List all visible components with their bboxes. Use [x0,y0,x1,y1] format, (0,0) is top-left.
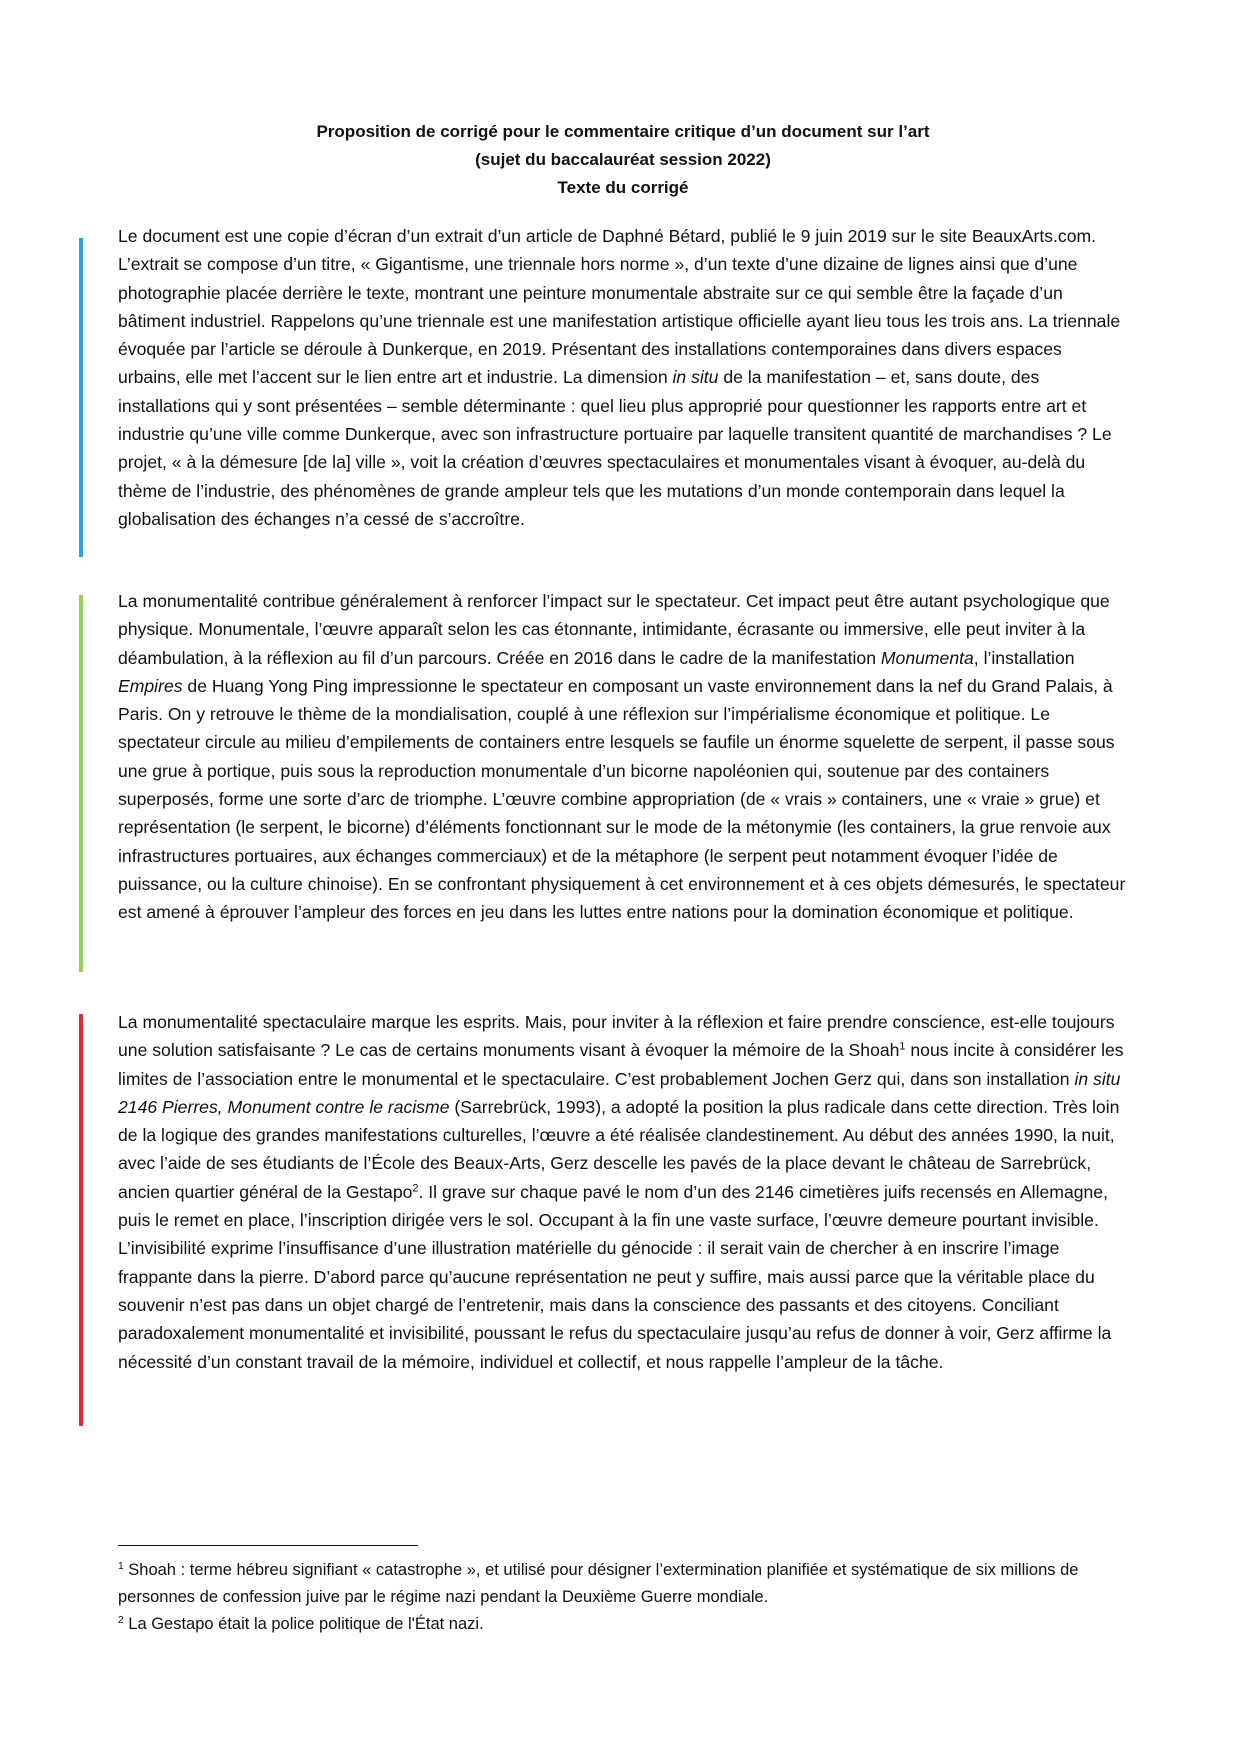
paragraph-2-text-c: de Huang Yong Ping impressionne le spectateur en composant un vaste environnement dans la nef du Grand Palais, à Paris. On y retrouve le thème de la mondialisation, couplé à une réflexion sur l’impérialisme économique et politique. Le spectateur circule au milieu d’empilements de containers entre lesquels se faufile un énorme squelette de serpent, il passe sous une grue à portique, puis sous la reproduction monumentale d’un bicorne napoléonien qui, soutenue par des containers superposés, forme une sorte d’arc de triomphe. L’œuvre combine appropriation (de « vrais » containers, une « vraie » grue) et représentation (le serpent, le bicorne) d’éléments fonctionnant sur le mode de la métonymie (les containers, la grue renvoie aux infrastructures portuaires, aux échanges commerciaux) et de la métaphore (le serpent peut notamment évoquer l’idée de puissance, ou la culture chinoise). En se confrontant physiquement à cet environnement et à ces objets démesurés, le spectateur est amené à éprouver l’ampleur des forces en jeu dans les luttes entre nations pour la domination économique et politique. [118,675,1126,923]
paragraph-3-text-c: (Sarrebrück, 1993), a adopté la position la plus radicale dans cette direction. Très loin de la logique des grandes manifestations culturelles, l’œuvre a été réalisée clandestinement. Au début des années 1990, la nuit, avec l’aide de ses étudiants de l’École des Beaux-Arts, Gerz descelle les pavés de la place devant le château de Sarrebrück, ancien quartier général de la Gestapo [118,1096,1120,1202]
document-title: Proposition de corrigé pour le commentaire critique d’un document sur l’art [316,122,930,141]
paragraph-2-text-a: La monumentalité contribue généralement à renforcer l’impact sur le spectateur. Cet impact peut être autant psychologique que physique. Monumentale, l’œuvre apparaît selon les cas étonnante, intimidante, écrasante ou immersive, elle peut inviter à la déambulation, à la réflexion au fil d’un parcours. Créée en 2016 dans le cadre de la manifestation [118,591,1110,668]
footnote-2-number: 2 [118,1614,124,1626]
footnote-2-text: La Gestapo était la police politique de l'État nazi. [123,1615,484,1633]
document-header [118,118,1128,202]
footnotes [118,1557,1128,1638]
paragraph-1 [118,222,1128,533]
paragraph-2-text-b: , l’installation [973,647,1075,668]
paragraph-1-text-a: Le document est une copie d’écran d’un extrait d’un article de Daphné Bétard, publié le 9 juin 2019 sur le site BeauxArts.com. L’extrait se compose d’un titre, « Gigantisme, une triennale hors norme », d’un texte d’une dizaine de lignes ainsi que d’une photographie placée derrière le texte, montrant une peinture monumentale abstraite sur ce qui semble être la façade d’un bâtiment industriel. Rappelons qu’une triennale est une manifestation artistique officielle ayant lieu tous les trois ans. La triennale évoquée par l’article se déroule à Dunkerque, en 2019. Présentant des installations contemporaines dans divers espaces urbains, elle met l’accent sur le lien entre art et industrie. La dimension [118,226,1121,388]
footnote-ref-2[interactable]: 2 [412,1182,419,1195]
footnote-1 [118,1557,1128,1611]
document-section-title: Texte du corrigé [557,178,689,197]
footnote-separator [118,1545,418,1546]
paragraph-3-text-a: La monumentalité spectaculaire marque les esprits. Mais, pour inviter à la réflexion et faire prendre conscience, est-elle toujours une solution satisfaisante ? Le cas de certains monuments visant à évoquer la mémoire de la Shoah [118,1012,1115,1061]
paragraph-1-color-bar [79,238,83,557]
footnote-ref-1[interactable]: 1 [899,1040,906,1053]
paragraph-1-text-b: de la manifestation – et, sans doute, des installations qui y sont présentées – semble déterminante : quel lieu plus approprié pour questionner les rapports entre art et industrie qu’une ville comme Dunkerque, avec son infrastructure portuaire par laquelle transitent quantité de marchandises ? Le projet, « à la démesure [de la] ville », voit la création d’œuvres spectaculaires et monumentales visant à évoquer, au-delà du thème de l’industrie, des phénomènes de grande ampleur tels que les mutations d’un monde contemporain dans lequel la globalisation des échanges n’a cessé de s’accroître. [118,367,1112,529]
paragraph-2-italic-empires: Empires [118,675,183,696]
paragraph-3 [118,1008,1128,1376]
footnote-2 [118,1611,1128,1638]
paragraph-3-text-d: . Il grave sur chaque pavé le nom d’un des 2146 cimetières juifs recensés en Allemagne, puis le remet en place, l’inscription dirigée vers le sol. Occupant à la fin une vaste surface, l’œuvre demeure pourtant invisible. L’invisibilité exprime l’insuffisance d’une illustration matérielle du génocide : il serait vain de chercher à en inscrire l’image frappante dans la pierre. D’abord parce qu’aucune représentation ne peut y suffire, mais aussi parce que la véritable place du souvenir n’est pas dans un objet chargé de l’entretenir, mais dans la conscience des passants et des citoyens. Conciliant paradoxalement monumentalité et invisibilité, poussant le refus du spectaculaire jusqu’au refus de donner à voir, Gerz affirme la nécessité d’un constant travail de la mémoire, individuel et collectif, et nous rappelle l’ampleur de la tâche. [118,1181,1112,1372]
paragraph-3-text-b: nous incite à considérer les limites de l’association entre le monumental et le spectaculaire. C’est probablement Jochen Gerz qui, dans son installation [118,1040,1124,1089]
paragraph-2 [118,587,1128,927]
paragraph-3-italic-artwork-title: in situ 2146 Pierres, Monument contre le racisme [118,1068,1121,1117]
footnote-1-number: 1 [118,1560,124,1572]
document-subtitle: (sujet du baccalauréat session 2022) [475,150,771,169]
paragraph-2-italic-monumenta: Monumenta [880,647,974,668]
paragraph-1-italic-in-situ: in situ [672,367,719,388]
paragraph-2-color-bar [79,595,83,972]
paragraph-3-color-bar [79,1014,83,1426]
footnote-1-text: Shoah : terme hébreu signifiant « catastrophe », et utilisé pour désigner l’extermination planifiée et systématique de six millions de personnes de confession juive par le régime nazi pendant la Deuxième Guerre mondiale. [118,1561,1079,1606]
